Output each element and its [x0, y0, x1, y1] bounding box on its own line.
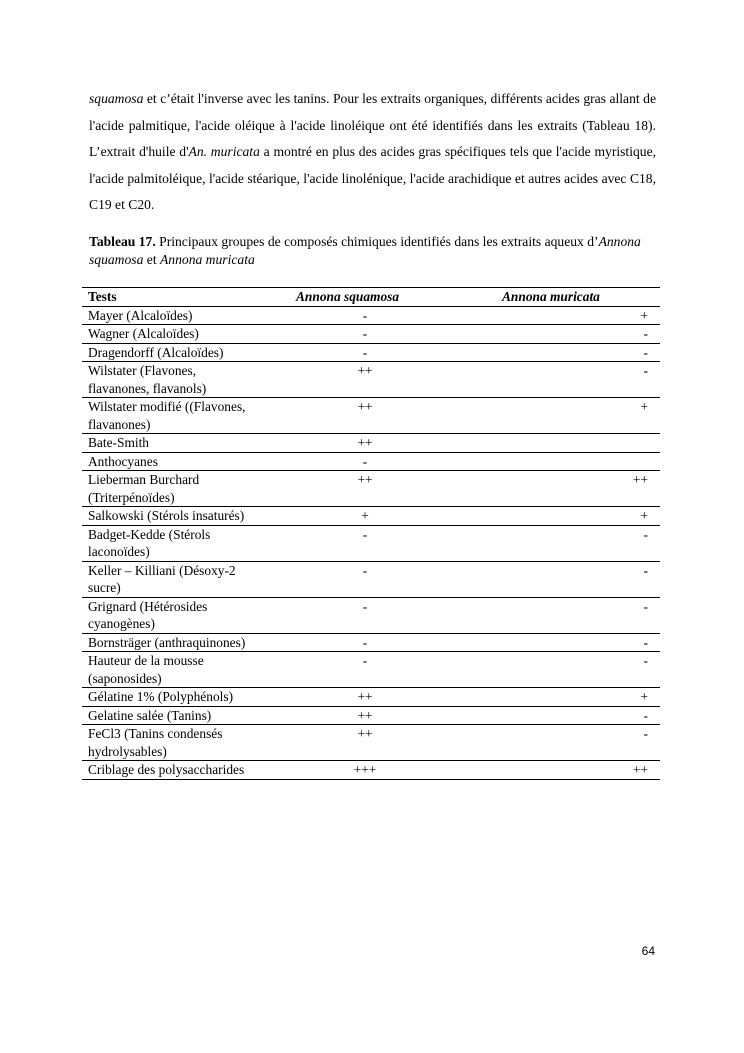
muricata-cell: -: [466, 597, 660, 633]
muricata-cell: [466, 434, 660, 453]
squamosa-cell: -: [264, 652, 466, 688]
muricata-cell: ++: [466, 761, 660, 780]
test-cell: Wagner (Alcaloïdes): [82, 325, 264, 344]
squamosa-cell: ++: [264, 398, 466, 434]
table-row: [82, 306, 660, 325]
squamosa-cell: -: [264, 597, 466, 633]
squamosa-cell: ++: [264, 706, 466, 725]
table-row: [82, 525, 660, 561]
header-squamosa: Annona squamosa: [264, 288, 466, 307]
squamosa-cell: ++: [264, 362, 466, 398]
squamosa-cell: ++: [264, 434, 466, 453]
squamosa-cell: ++: [264, 725, 466, 761]
table-header-row: [82, 288, 660, 307]
muricata-cell: +: [466, 507, 660, 526]
muricata-cell: -: [466, 725, 660, 761]
species-abbrev: An. muricata: [188, 144, 260, 159]
species-name: squamosa: [89, 91, 144, 106]
table-row: [82, 688, 660, 707]
table-row: [82, 761, 660, 780]
test-cell: Bate-Smith: [82, 434, 264, 453]
test-cell: Dragendorff (Alcaloïdes): [82, 343, 264, 362]
muricata-cell: -: [466, 652, 660, 688]
muricata-cell: -: [466, 525, 660, 561]
table-body: [82, 306, 660, 779]
table-row: [82, 398, 660, 434]
table-row: [82, 343, 660, 362]
muricata-cell: +: [466, 306, 660, 325]
test-cell: Anthocyanes: [82, 452, 264, 471]
muricata-cell: +: [466, 398, 660, 434]
table-row: [82, 561, 660, 597]
table-row: [82, 633, 660, 652]
table-row: [82, 652, 660, 688]
test-cell: Salkowski (Stérols insaturés): [82, 507, 264, 526]
body-paragraph: squamosa et c’était l'inverse avec les tanins. Pour les extraits organiques, différents acides gras allant de l'acide palmitique, l'acide oléique à l'acide linoléique ont été identifiés dans les extraits (Tableau 18). L’extrait d'huile d'An. muricata a montré en plus des acides gras spécifiques tels que l'acide myristique, l'acide palmitoléique, l'acide stéarique, l'acide linolénique, l'acide arachidique et autres acides avec C18, C19 et C20.: [89, 91, 656, 212]
muricata-cell: -: [466, 706, 660, 725]
test-cell: Gélatine 1% (Polyphénols): [82, 688, 264, 707]
table-row: [82, 325, 660, 344]
muricata-cell: ++: [466, 471, 660, 507]
muricata-cell: -: [466, 362, 660, 398]
squamosa-cell: -: [264, 343, 466, 362]
test-cell: FeCl3 (Tanins condensés hydrolysables): [82, 725, 264, 761]
muricata-cell: -: [466, 633, 660, 652]
test-cell: Mayer (Alcaloïdes): [82, 306, 264, 325]
test-cell: Wilstater (Flavones, flavanones, flavanols): [82, 362, 264, 398]
muricata-cell: -: [466, 343, 660, 362]
squamosa-cell: -: [264, 306, 466, 325]
muricata-cell: [466, 452, 660, 471]
squamosa-cell: ++: [264, 688, 466, 707]
test-cell: Grignard (Hétérosides cyanogènes): [82, 597, 264, 633]
table-row: [82, 507, 660, 526]
muricata-cell: +: [466, 688, 660, 707]
test-cell: Wilstater modifié ((Flavones, flavanones): [82, 398, 264, 434]
muricata-cell: -: [466, 561, 660, 597]
squamosa-cell: +++: [264, 761, 466, 780]
table-row: [82, 452, 660, 471]
phytochemical-table: [82, 287, 660, 780]
test-cell: Badget-Kedde (Stérols laconoïdes): [82, 525, 264, 561]
squamosa-cell: ++: [264, 471, 466, 507]
test-cell: Lieberman Burchard (Triterpénoïdes): [82, 471, 264, 507]
squamosa-cell: -: [264, 325, 466, 344]
squamosa-cell: -: [264, 561, 466, 597]
table-row: [82, 471, 660, 507]
caption-label: Tableau 17.: [89, 234, 156, 249]
table-row: [82, 706, 660, 725]
test-cell: Gelatine salée (Tanins): [82, 706, 264, 725]
table-row: [82, 434, 660, 453]
header-tests: Tests: [82, 288, 264, 307]
squamosa-cell: -: [264, 633, 466, 652]
header-muricata: Annona muricata: [466, 288, 660, 307]
squamosa-cell: -: [264, 452, 466, 471]
table-caption: Tableau 17. Principaux groupes de composés chimiques identifiés dans les extraits aqueux d’Annona squamosa et Annona muricata: [89, 234, 641, 267]
test-cell: Criblage des polysaccharides: [82, 761, 264, 780]
table-row: [82, 597, 660, 633]
table-row: [82, 725, 660, 761]
test-cell: Bornsträger (anthraquinones): [82, 633, 264, 652]
test-cell: Keller – Killiani (Désoxy-2 sucre): [82, 561, 264, 597]
table-row: [82, 362, 660, 398]
page-number: 64: [641, 944, 655, 958]
muricata-cell: -: [466, 325, 660, 344]
test-cell: Hauteur de la mousse (saponosides): [82, 652, 264, 688]
squamosa-cell: -: [264, 525, 466, 561]
squamosa-cell: +: [264, 507, 466, 526]
